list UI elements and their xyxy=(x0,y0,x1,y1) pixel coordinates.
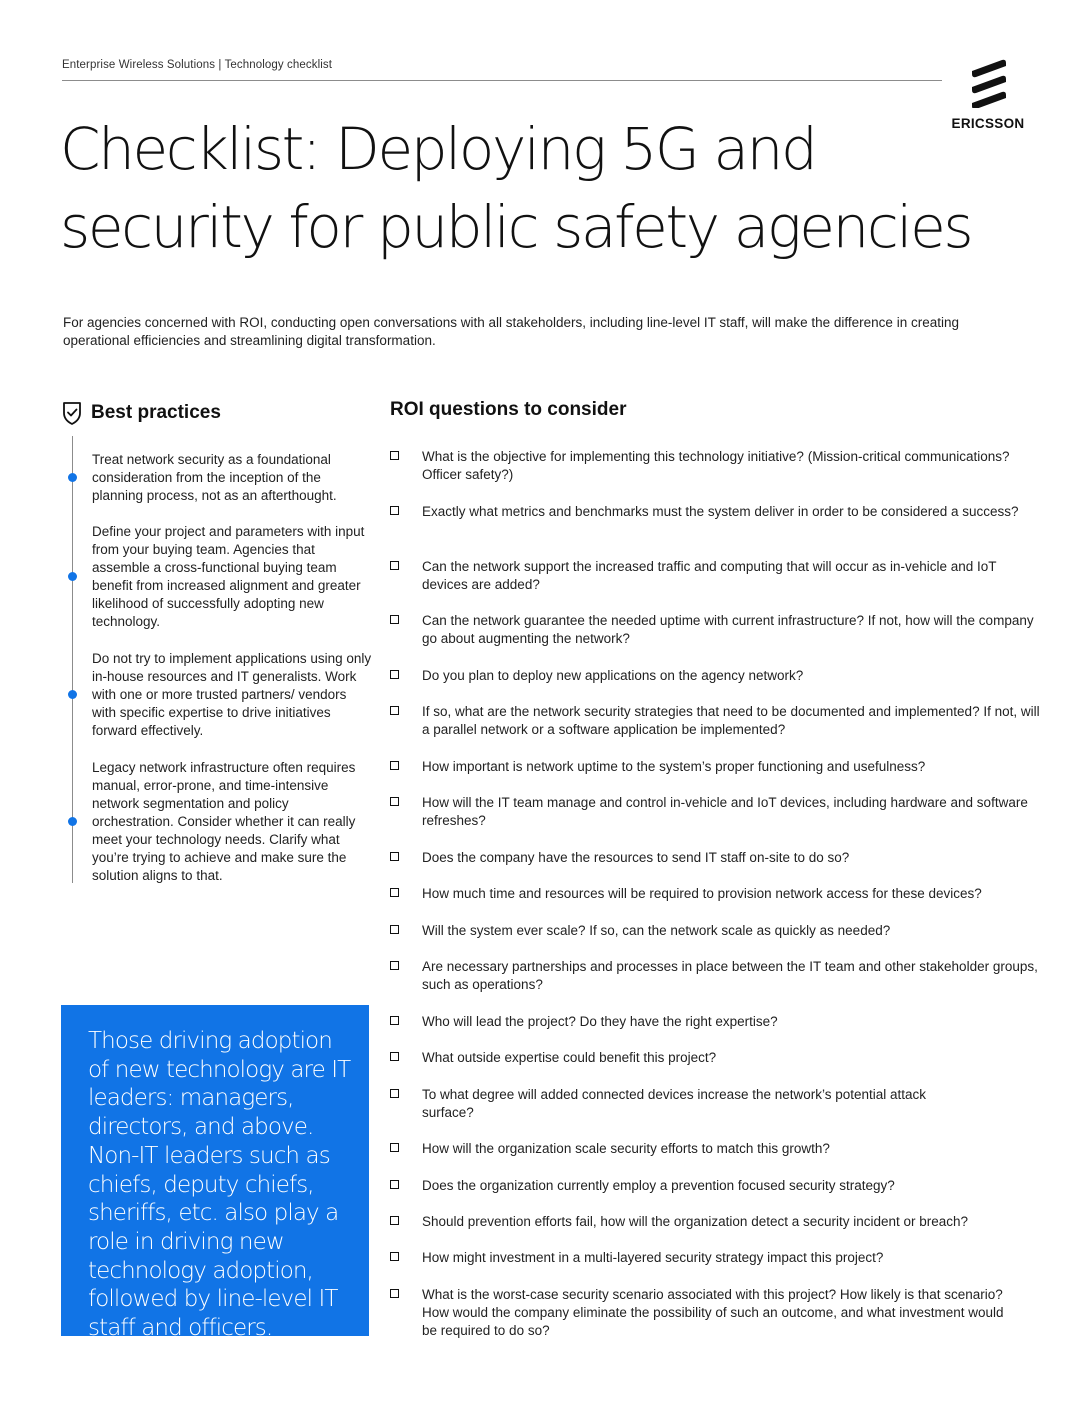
checkbox[interactable] xyxy=(390,1289,399,1298)
page-title xyxy=(60,110,972,266)
checkbox[interactable] xyxy=(390,797,399,806)
checkbox[interactable] xyxy=(390,761,399,770)
roi-question: Exactly what metrics and benchmarks must the system deliver in order to be considered a success? xyxy=(390,503,1040,521)
roi-question: How might investment in a multi-layered security strategy impact this project? xyxy=(390,1249,1040,1267)
checkbox[interactable] xyxy=(390,961,399,970)
best-practices-title: Best practices xyxy=(91,402,221,423)
roi-question: Are necessary partnerships and processes in place between the IT team and other stakeholder groups, such as operations? xyxy=(390,958,1040,994)
roi-question: Do you plan to deploy new applications on the agency network? xyxy=(390,667,1040,685)
checkbox[interactable] xyxy=(390,615,399,624)
roi-question: Will the system ever scale? If so, can the network scale as quickly as needed? xyxy=(390,922,1040,940)
roi-question: Should prevention efforts fail, how will the organization detect a security incident or breach? xyxy=(390,1213,1040,1231)
roi-question: What is the objective for implementing this technology initiative? (Mission-critical communications? Officer safety?) xyxy=(390,448,1040,484)
checkbox[interactable] xyxy=(390,1180,399,1189)
checkbox[interactable] xyxy=(390,888,399,897)
roi-question: How important is network uptime to the system’s proper functioning and usefulness? xyxy=(390,758,1040,776)
checkbox[interactable] xyxy=(390,451,399,460)
checkbox[interactable] xyxy=(390,1052,399,1061)
shield-check-icon xyxy=(62,401,82,425)
timeline-dot xyxy=(68,817,77,826)
checkbox[interactable] xyxy=(390,1016,399,1025)
checkbox[interactable] xyxy=(390,1089,399,1098)
checkbox[interactable] xyxy=(390,925,399,934)
checkbox[interactable] xyxy=(390,561,399,570)
ericsson-logo xyxy=(946,58,1030,132)
callout-box xyxy=(61,1005,369,1342)
roi-question: Does the organization currently employ a prevention focused security strategy? xyxy=(390,1177,1040,1195)
callout-quote: Those driving adoption of new technology are IT leaders: managers, directors, and above. Non-IT leaders such as chiefs, deputy chiefs, sheriffs, etc. also play a role in driving new technology adoption, followed by line-level IT staff and officers. xyxy=(88,1028,351,1342)
checkbox[interactable] xyxy=(390,1252,399,1261)
logo-wordmark: ERICSSON xyxy=(951,116,1025,131)
timeline-dot xyxy=(68,473,77,482)
roi-question: What is the worst-case security scenario associated with this project? How likely is that scenario? How would the company eliminate the possibility of such an outcome, and what investment would be required to do so? xyxy=(390,1286,1040,1340)
checkbox[interactable] xyxy=(390,670,399,679)
checkbox[interactable] xyxy=(390,506,399,515)
best-practices-timeline xyxy=(72,436,73,883)
header-divider xyxy=(62,80,942,81)
roi-question: How much time and resources will be required to provision network access for these devices? xyxy=(390,885,1040,903)
checkbox[interactable] xyxy=(390,852,399,861)
checkbox[interactable] xyxy=(390,706,399,715)
roi-question: Who will lead the project? Do they have the right expertise? xyxy=(390,1013,1040,1031)
roi-question: What outside expertise could benefit this project? xyxy=(390,1049,1040,1067)
roi-question: Can the network guarantee the needed uptime with current infrastructure? If not, how will the company go about augmenting the network? xyxy=(390,612,1040,648)
best-practice-item: Treat network security as a foundational consideration from the inception of the planning process, not as an afterthought. xyxy=(92,452,337,503)
roi-question: How will the organization scale security efforts to match this growth? xyxy=(390,1140,1040,1158)
timeline-dot xyxy=(68,690,77,699)
checkbox[interactable] xyxy=(390,1216,399,1225)
timeline-dot xyxy=(68,572,77,581)
roi-heading: ROI questions to consider xyxy=(390,399,627,420)
roi-question: If so, what are the network security strategies that need to be documented and implemented? If not, will a parallel network or a software application be implemented? xyxy=(390,703,1040,739)
ericsson-logo-icon xyxy=(968,58,1008,108)
roi-question: Can the network support the increased traffic and computing that will occur as in-vehicle and IoT devices are added? xyxy=(390,558,1040,594)
title-line-2: security for public safety agencies xyxy=(60,193,972,261)
roi-question: Does the company have the resources to send IT staff on-site to do so? xyxy=(390,849,1040,867)
roi-question: How will the IT team manage and control in-vehicle and IoT devices, including hardware and software refreshes? xyxy=(390,794,1040,830)
roi-question: To what degree will added connected devices increase the network’s potential attack surface? xyxy=(390,1086,1040,1122)
best-practice-item: Legacy network infrastructure often requires manual, error-prone, and time-intensive network segmentation and policy orchestration. Consider whether it can really meet your technology needs. Clarify what you’re trying to achieve and make sure the solution aligns to that. xyxy=(92,760,356,883)
header-breadcrumb: Enterprise Wireless Solutions | Technology checklist xyxy=(62,59,333,71)
best-practice-item: Do not try to implement applications using only in-house resources and IT generalists. Work with one or more trusted partners/ vendors with specific expertise to drive initiatives forward effectively. xyxy=(92,651,372,738)
checkbox[interactable] xyxy=(390,1143,399,1152)
intro-paragraph: For agencies concerned with ROI, conducting open conversations with all stakeholders, including line-level IT staff, will make the difference in creating operational efficiencies and streamlining digital transformation. xyxy=(63,315,959,348)
title-line-1: Checklist: Deploying 5G and xyxy=(60,115,816,183)
best-practice-item: Define your project and parameters with input from your buying team. Agencies that assemble a cross-functional buying team benefit from increased alignment and greater likelihood of successfully adopting new technology. xyxy=(92,524,365,629)
